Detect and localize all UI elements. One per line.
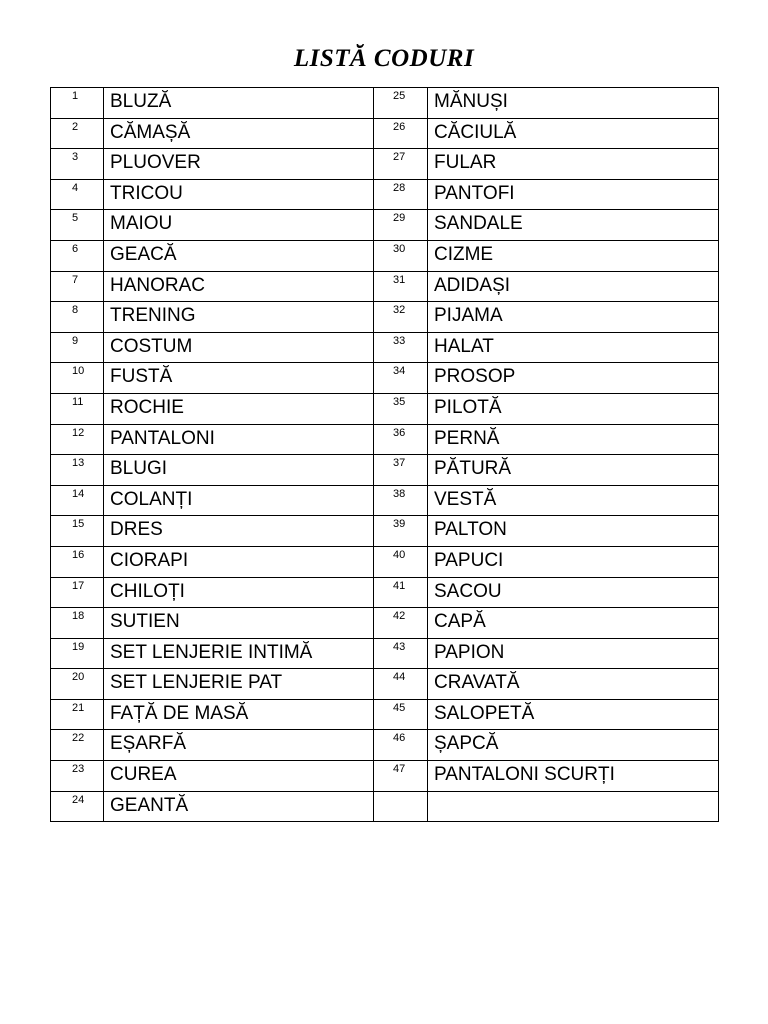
document-title: LISTĂ CODURI — [293, 45, 475, 72]
item-name-right: ȘAPCĂ — [428, 730, 719, 761]
code-number-right: 43 — [374, 638, 428, 669]
table-row — [51, 791, 719, 822]
item-name-left: GEACĂ — [104, 240, 374, 271]
code-number-right: 46 — [374, 730, 428, 761]
table-row — [51, 271, 719, 302]
code-number-right: 39 — [374, 516, 428, 547]
table-row — [51, 363, 719, 394]
item-name-right: CRAVATĂ — [428, 669, 719, 700]
item-name-right: CĂCIULĂ — [428, 118, 719, 149]
code-number-left: 10 — [51, 363, 104, 394]
table-row — [51, 608, 719, 639]
item-name-left: MAIOU — [104, 210, 374, 241]
code-number-right: 42 — [374, 608, 428, 639]
item-name-right: HALAT — [428, 332, 719, 363]
code-number-right: 44 — [374, 669, 428, 700]
code-number-left: 19 — [51, 638, 104, 669]
item-name-right: PANTALONI SCURȚI — [428, 761, 719, 792]
codes-table — [50, 87, 719, 822]
item-name-right: CIZME — [428, 240, 719, 271]
item-name-right — [428, 791, 719, 822]
item-name-left: TRICOU — [104, 179, 374, 210]
table-row — [51, 669, 719, 700]
table-row — [51, 179, 719, 210]
code-number-left: 22 — [51, 730, 104, 761]
code-number-right — [374, 791, 428, 822]
table-row — [51, 210, 719, 241]
table-row — [51, 332, 719, 363]
code-number-left: 17 — [51, 577, 104, 608]
item-name-left: COSTUM — [104, 332, 374, 363]
table-row — [51, 424, 719, 455]
item-name-left: SET LENJERIE PAT — [104, 669, 374, 700]
code-number-left: 4 — [51, 179, 104, 210]
code-number-right: 37 — [374, 455, 428, 486]
code-number-right: 40 — [374, 546, 428, 577]
item-name-left: EȘARFĂ — [104, 730, 374, 761]
code-number-right: 45 — [374, 699, 428, 730]
item-name-right: PAPUCI — [428, 546, 719, 577]
table-row — [51, 577, 719, 608]
code-number-right: 26 — [374, 118, 428, 149]
table-row — [51, 546, 719, 577]
table-row — [51, 761, 719, 792]
item-name-right: ADIDAȘI — [428, 271, 719, 302]
item-name-left: ROCHIE — [104, 393, 374, 424]
item-name-left: HANORAC — [104, 271, 374, 302]
item-name-right: VESTĂ — [428, 485, 719, 516]
table-row — [51, 730, 719, 761]
code-number-right: 31 — [374, 271, 428, 302]
item-name-right: PĂTURĂ — [428, 455, 719, 486]
code-number-right: 41 — [374, 577, 428, 608]
table-row — [51, 485, 719, 516]
item-name-right: PALTON — [428, 516, 719, 547]
item-name-left: CIORAPI — [104, 546, 374, 577]
code-number-left: 14 — [51, 485, 104, 516]
item-name-left: FAȚĂ DE MASĂ — [104, 699, 374, 730]
code-number-right: 32 — [374, 302, 428, 333]
code-number-left: 9 — [51, 332, 104, 363]
item-name-right: PAPION — [428, 638, 719, 669]
item-name-right: SANDALE — [428, 210, 719, 241]
item-name-right: PERNĂ — [428, 424, 719, 455]
item-name-right: PANTOFI — [428, 179, 719, 210]
item-name-left: BLUZĂ — [104, 88, 374, 119]
table-row — [51, 393, 719, 424]
codes-table-body — [51, 88, 719, 822]
item-name-left: CĂMAȘĂ — [104, 118, 374, 149]
code-number-left: 8 — [51, 302, 104, 333]
code-number-left: 1 — [51, 88, 104, 119]
table-row — [51, 699, 719, 730]
item-name-right: MĂNUȘI — [428, 88, 719, 119]
code-number-right: 34 — [374, 363, 428, 394]
table-row — [51, 88, 719, 119]
item-name-left: SET LENJERIE INTIMĂ — [104, 638, 374, 669]
code-number-right: 28 — [374, 179, 428, 210]
code-number-left: 5 — [51, 210, 104, 241]
code-number-left: 21 — [51, 699, 104, 730]
code-number-left: 20 — [51, 669, 104, 700]
table-row — [51, 516, 719, 547]
code-number-right: 36 — [374, 424, 428, 455]
item-name-right: PILOTĂ — [428, 393, 719, 424]
code-number-left: 24 — [51, 791, 104, 822]
code-number-left: 15 — [51, 516, 104, 547]
item-name-left: PLUOVER — [104, 149, 374, 180]
code-number-left: 3 — [51, 149, 104, 180]
item-name-left: CHILOȚI — [104, 577, 374, 608]
table-row — [51, 455, 719, 486]
code-number-right: 38 — [374, 485, 428, 516]
table-row — [51, 118, 719, 149]
item-name-left: PANTALONI — [104, 424, 374, 455]
code-number-right: 33 — [374, 332, 428, 363]
code-number-right: 30 — [374, 240, 428, 271]
item-name-left: TRENING — [104, 302, 374, 333]
item-name-left: SUTIEN — [104, 608, 374, 639]
code-number-left: 16 — [51, 546, 104, 577]
code-number-right: 47 — [374, 761, 428, 792]
code-number-left: 18 — [51, 608, 104, 639]
item-name-right: PIJAMA — [428, 302, 719, 333]
code-number-right: 27 — [374, 149, 428, 180]
item-name-right: PROSOP — [428, 363, 719, 394]
code-number-right: 35 — [374, 393, 428, 424]
table-row — [51, 149, 719, 180]
code-number-left: 23 — [51, 761, 104, 792]
table-row — [51, 240, 719, 271]
table-row — [51, 302, 719, 333]
code-number-left: 7 — [51, 271, 104, 302]
code-number-left: 6 — [51, 240, 104, 271]
code-number-left: 2 — [51, 118, 104, 149]
item-name-left: DRES — [104, 516, 374, 547]
item-name-left: CUREA — [104, 761, 374, 792]
code-number-left: 13 — [51, 455, 104, 486]
item-name-right: SALOPETĂ — [428, 699, 719, 730]
item-name-right: SACOU — [428, 577, 719, 608]
item-name-left: BLUGI — [104, 455, 374, 486]
table-row — [51, 638, 719, 669]
code-number-left: 11 — [51, 393, 104, 424]
item-name-left: GEANTĂ — [104, 791, 374, 822]
item-name-left: FUSTĂ — [104, 363, 374, 394]
code-number-right: 29 — [374, 210, 428, 241]
item-name-left: COLANȚI — [104, 485, 374, 516]
code-number-right: 25 — [374, 88, 428, 119]
code-number-left: 12 — [51, 424, 104, 455]
item-name-right: CAPĂ — [428, 608, 719, 639]
item-name-right: FULAR — [428, 149, 719, 180]
